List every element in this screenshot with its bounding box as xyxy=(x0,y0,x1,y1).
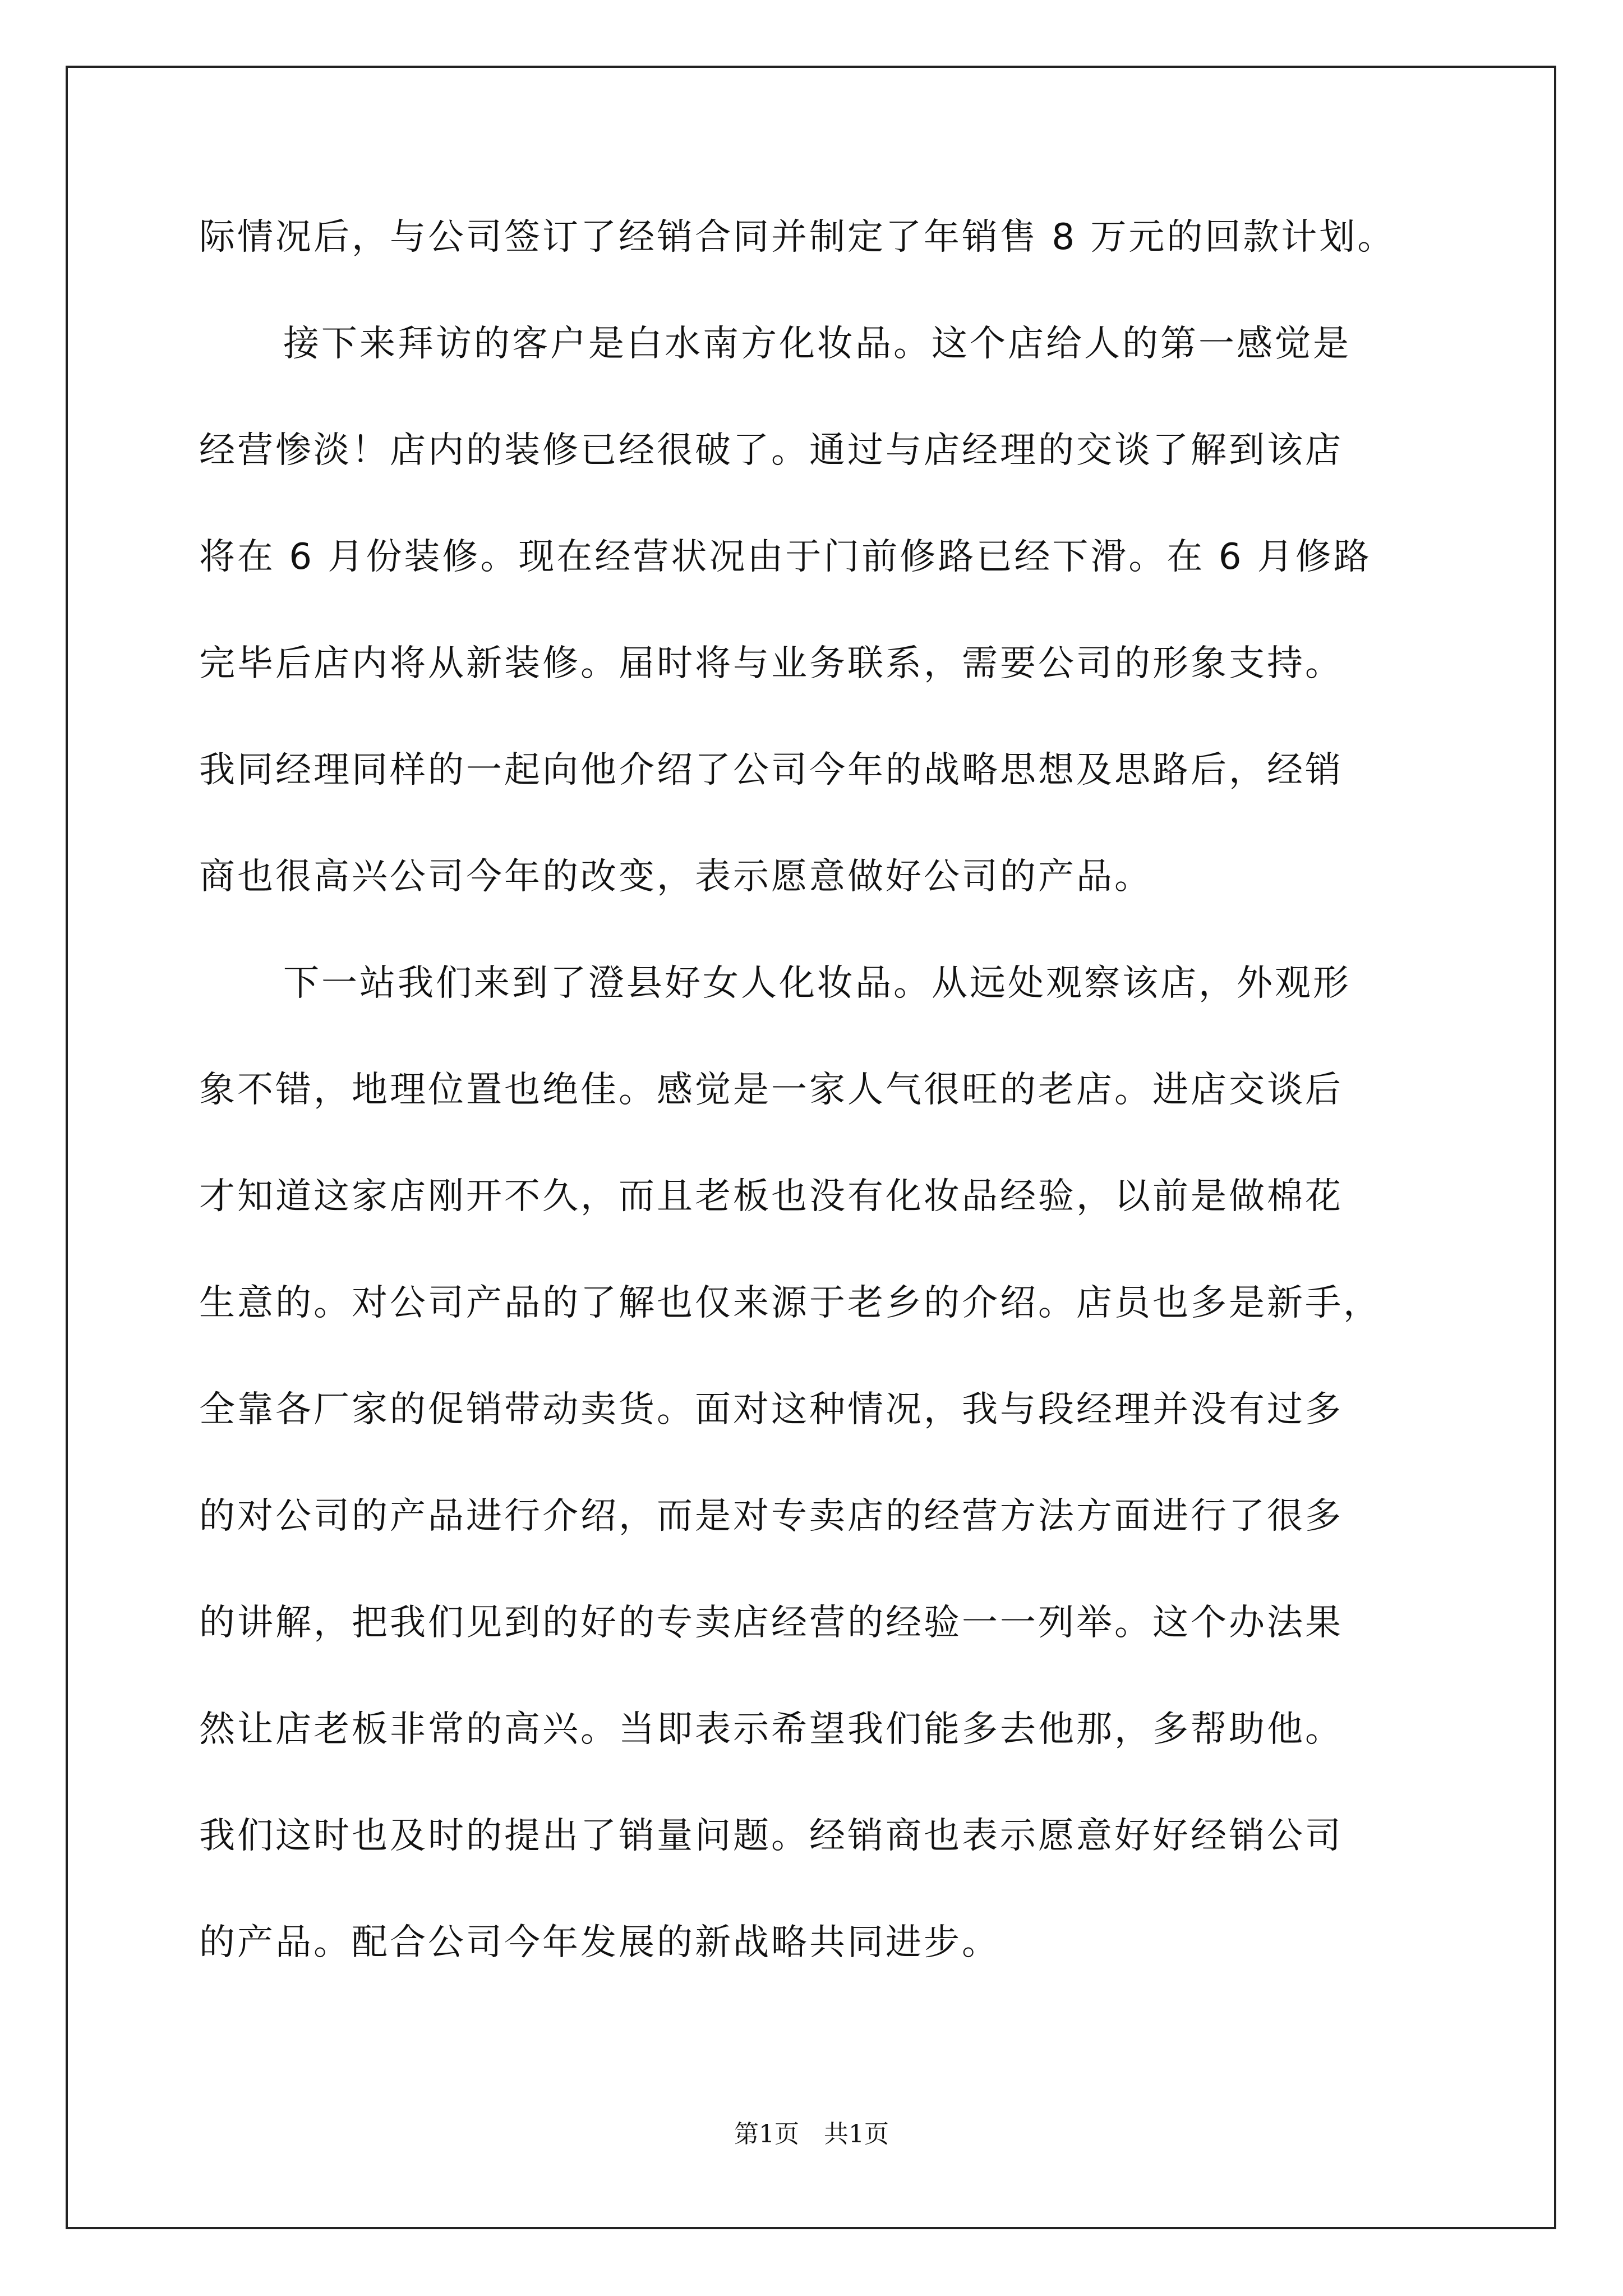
text-line: 我们这时也及时的提出了销量问题。经销商也表示愿意好好经销公司 xyxy=(199,1815,1343,1857)
text-line: 经营惨淡！店内的装修已经很破了。通过与店经理的交谈了解到该店 xyxy=(199,430,1343,471)
text-line: 完毕后店内将从新装修。届时将与业务联系，需要公司的形象支持。 xyxy=(199,643,1343,684)
document-body xyxy=(199,212,1431,2024)
text-line: 生意的。对公司产品的了解也仅来源于老乡的介绍。店员也多是新手， xyxy=(199,1282,1381,1324)
text-line: 全靠各厂家的促销带动卖货。面对这种情况，我与段经理并没有过多 xyxy=(199,1389,1343,1430)
text-line: 才知道这家店刚开不久，而且老板也没有化妆品经验，以前是做棉花 xyxy=(199,1176,1343,1217)
paragraph-start-line: 接下来拜访的客户是白水南方化妆品。这个店给人的第一感觉是 xyxy=(283,323,1351,365)
text-line: 的产品。配合公司今年发展的新战略共同进步。 xyxy=(199,1922,1000,1963)
paragraph-start-line: 下一站我们来到了澄县好女人化妆品。从远处观察该店，外观形 xyxy=(283,963,1351,1004)
text-line: 然让店老板非常的高兴。当即表示希望我们能多去他那，多帮助他。 xyxy=(199,1709,1343,1750)
text-line: 的讲解，把我们见到的好的专卖店经营的经验一一列举。这个办法果 xyxy=(199,1602,1343,1644)
text-line: 商也很高兴公司今年的改变，表示愿意做好公司的产品。 xyxy=(199,856,1152,898)
text-line: 的对公司的产品进行介绍，而是对专卖店的经营方法方面进行了很多 xyxy=(199,1496,1343,1537)
text-line: 象不错，地理位置也绝佳。感觉是一家人气很旺的老店。进店交谈后 xyxy=(199,1069,1343,1111)
text-line: 将在 6 月份装修。现在经营状况由于门前修路已经下滑。在 6 月修路 xyxy=(199,536,1372,578)
text-line: 我同经理同样的一起向他介绍了公司今年的战略思想及思路后，经销 xyxy=(199,749,1343,791)
text-line: 际情况后，与公司签订了经销合同并制定了年销售 8 万元的回款计划。 xyxy=(199,217,1396,258)
page-number-footer: 第1页 共1页 xyxy=(734,2120,889,2148)
